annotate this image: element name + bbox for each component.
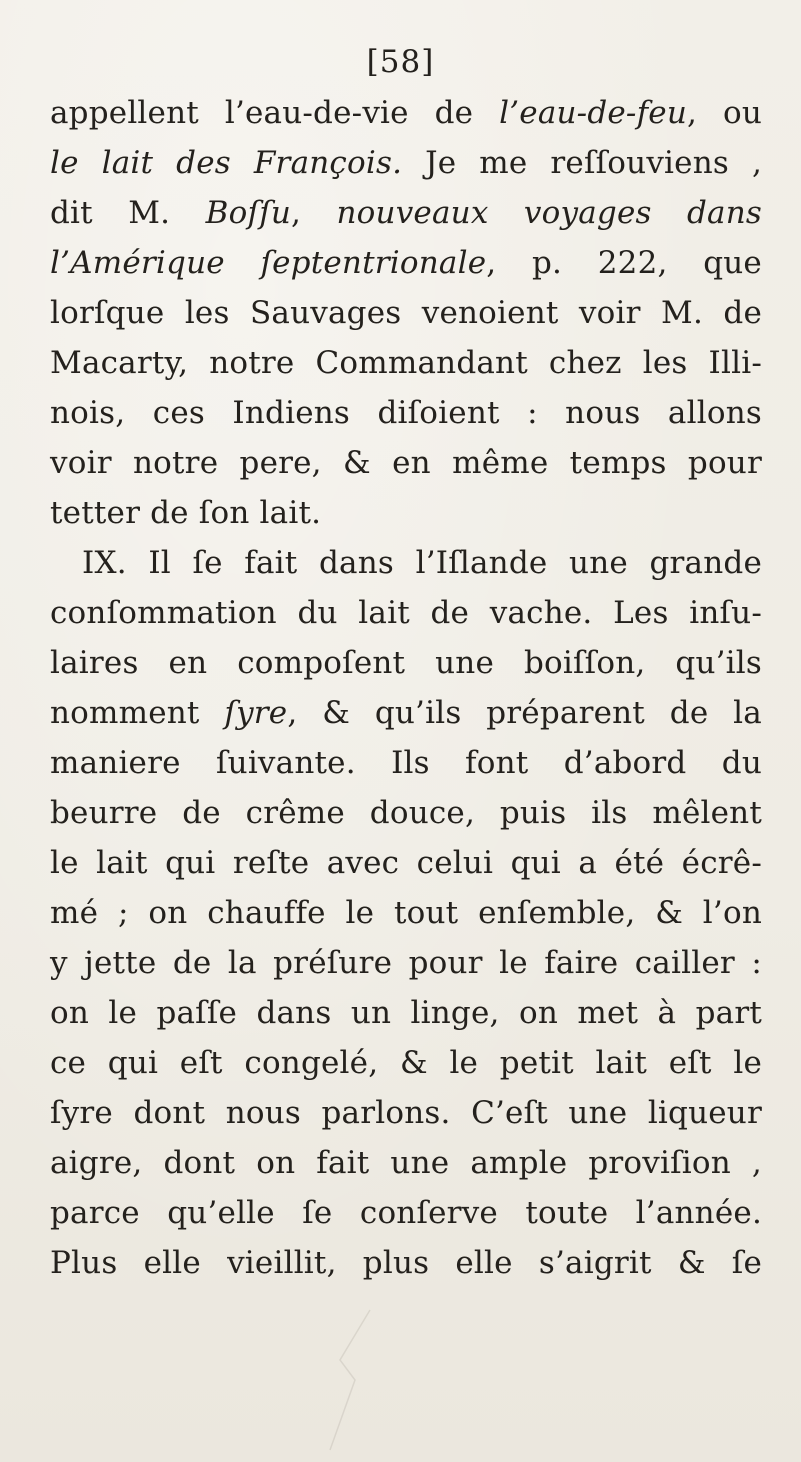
paper-stain (300, 1300, 420, 1460)
text-segment: Macarty, notre Commandant chez les Illi- (50, 345, 762, 381)
text-line-18 (50, 938, 762, 988)
text-segment: parce qu’elle ſe conſerve toute l’année. (50, 1195, 762, 1231)
italic-segment: l’Amérique ſeptentrionale (50, 245, 487, 281)
text-segment: ce qui eſt congelé, & le petit lait eſt le (50, 1045, 762, 1081)
text-segment: IX. Il ſe fait dans l’Iſlande une grande (82, 545, 762, 581)
text-segment: , (291, 195, 337, 231)
text-line-23 (50, 1188, 762, 1238)
text-line-24 (50, 1238, 762, 1288)
text-segment: , p. 222, que (486, 245, 762, 281)
text-segment: beurre de crême douce, puis ils mêlent (50, 795, 762, 831)
text-line-5 (50, 288, 762, 338)
text-line-2 (50, 138, 762, 188)
text-segment: mé ; on chauffe le tout enſemble, & l’on (50, 895, 762, 931)
text-line-10 (50, 538, 762, 588)
text-line-21 (50, 1088, 762, 1138)
text-segment: , & qu’ils préparent de la (287, 695, 762, 731)
text-line-1 (50, 88, 762, 138)
text-line-16 (50, 838, 762, 888)
italic-segment: ſyre (224, 695, 288, 731)
italic-segment: Boſſu (205, 195, 292, 231)
text-line-12 (50, 638, 762, 688)
text-segment: tetter de ſon lait. (50, 495, 322, 531)
text-segment: aigre, dont on fait une ample proviſion , (50, 1145, 762, 1181)
text-line-14 (50, 738, 762, 788)
text-line-4 (50, 238, 762, 288)
page-number: [58] (366, 44, 435, 80)
italic-segment: l’eau-de-feu (499, 95, 687, 131)
text-segment: Je me reſſouviens , (402, 145, 762, 181)
italic-segment: le lait des François. (50, 145, 403, 181)
text-line-15 (50, 788, 762, 838)
text-segment: , ou (687, 95, 762, 131)
text-segment: nois, ces Indiens diſoient : nous allons (50, 395, 762, 431)
text-line-22 (50, 1138, 762, 1188)
text-segment: nomment (50, 695, 225, 731)
text-line-19 (50, 988, 762, 1038)
text-line-11 (50, 588, 762, 638)
text-line-6 (50, 338, 762, 388)
text-segment: le lait qui reſte avec celui qui a été écrê- (50, 845, 762, 881)
text-segment: maniere ſuivante. Ils font d’abord du (50, 745, 762, 781)
body-text (50, 88, 762, 1288)
text-segment: dit M. (50, 195, 206, 231)
text-line-20 (50, 1038, 762, 1088)
text-line-8 (50, 438, 762, 488)
text-segment: conſommation du lait de vache. Les inſu- (50, 595, 762, 631)
text-line-9 (50, 488, 762, 538)
text-segment: voir notre pere, & en même temps pour (50, 445, 762, 481)
text-segment: y jette de la préſure pour le faire cailler : (50, 945, 762, 981)
text-segment: laires en compoſent une boiſſon, qu’ils (50, 645, 762, 681)
text-segment: appellent l’eau-de-vie de (50, 95, 500, 131)
text-line-3 (50, 188, 762, 238)
text-line-17 (50, 888, 762, 938)
text-line-7 (50, 388, 762, 438)
text-line-13 (50, 688, 762, 738)
italic-segment: nouveaux voyages dans (336, 195, 763, 231)
text-segment: on le paſſe dans un linge, on met à part (50, 995, 762, 1031)
text-segment: Plus elle vieillit, plus elle s’aigrit & ſe (50, 1245, 762, 1281)
text-segment: lorſque les Sauvages venoient voir M. de (50, 295, 762, 331)
text-segment: ſyre dont nous parlons. C’eſt une liqueur (50, 1095, 762, 1131)
